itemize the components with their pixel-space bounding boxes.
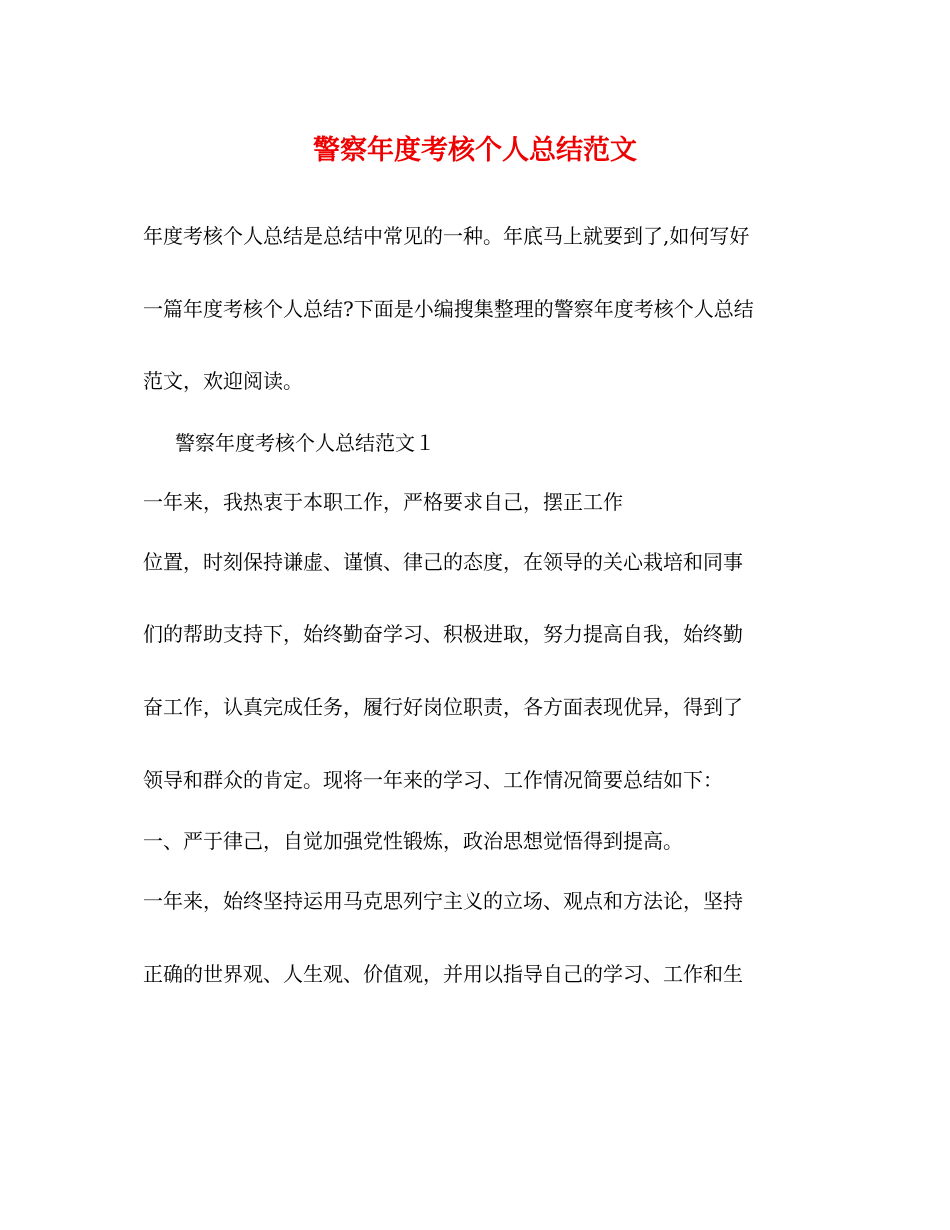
body-line-7: 正确的世界观、人生观、价值观，并用以指导自己的学习、工作和生 xyxy=(143,962,743,986)
body-line-3: 们的帮助支持下，始终勤奋学习、积极进取，努力提高自我，始终勤 xyxy=(143,622,743,646)
body-line-6: 一年来，始终坚持运用马克思列宁主义的立场、观点和方法论，坚持 xyxy=(143,889,743,913)
intro-line-3: 范文，欢迎阅读。 xyxy=(143,369,303,393)
intro-line-2: 一篇年度考核个人总结?下面是小编搜集整理的警察年度考核个人总结 xyxy=(143,297,754,321)
document-title: 警察年度考核个人总结范文 xyxy=(313,135,637,166)
body-line-1: 一年来，我热衷于本职工作，严格要求自己，摆正工作 xyxy=(143,490,623,514)
body-line-2: 位置，时刻保持谦虚、谨慎、律己的态度，在领导的关心栽培和同事 xyxy=(143,550,743,574)
section-heading: 警察年度考核个人总结范文１ xyxy=(175,431,435,455)
intro-line-1: 年度考核个人总结是总结中常见的一种。年底马上就要到了,如何写好 xyxy=(143,224,750,248)
body-line-4: 奋工作，认真完成任务，履行好岗位职责，各方面表现优异，得到了 xyxy=(143,695,743,719)
body-line-5: 领导和群众的肯定。现将一年来的学习、工作情况简要总结如下： xyxy=(143,768,723,792)
subheading-1: 一、严于律己，自觉加强党性锻炼，政治思想觉悟得到提高。 xyxy=(143,829,683,853)
